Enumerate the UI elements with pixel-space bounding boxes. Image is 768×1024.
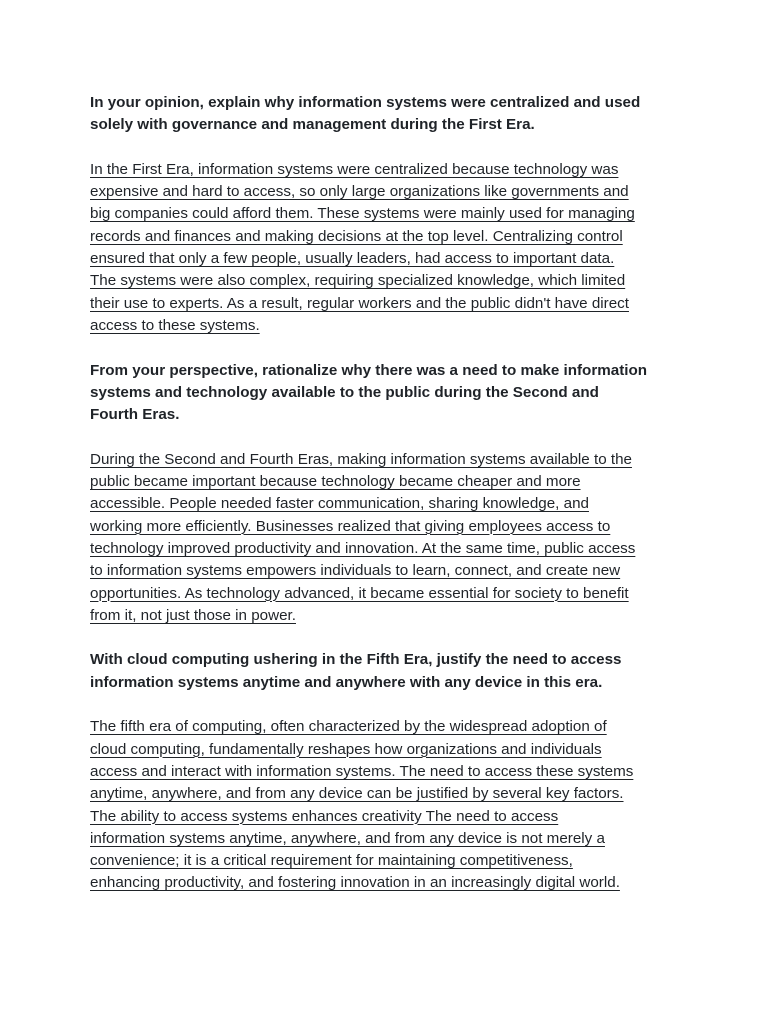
answer-line: cloud computing, fundamentally reshapes how organizations and individuals <box>90 740 602 758</box>
answer-line: working more efficiently. Businesses realized that giving employees access to <box>90 517 611 535</box>
spacer <box>90 337 708 359</box>
answer-2 <box>90 449 682 627</box>
answer-line: The ability to access systems enhances creativity The need to access <box>90 807 559 825</box>
answer-line: anytime, anywhere, and from any device can be justified by several key factors. <box>90 785 624 803</box>
answer-line: In the First Era, information systems were centralized because technology was <box>90 160 619 178</box>
answer-line: The systems were also complex, requiring specialized knowledge, which limited <box>90 272 626 290</box>
answer-line: technology improved productivity and innovation. At the same time, public access <box>90 539 636 557</box>
spacer <box>90 627 708 649</box>
answer-line: accessible. People needed faster communication, sharing knowledge, and <box>90 495 589 513</box>
answer-line: access to these systems. <box>90 316 260 334</box>
spacer <box>90 137 708 159</box>
answer-line: opportunities. As technology advanced, it became essential for society to benefit <box>90 584 629 602</box>
answer-line: public became important because technology became cheaper and more <box>90 473 581 491</box>
answer-1 <box>90 159 682 337</box>
spacer <box>90 694 708 716</box>
answer-line: their use to experts. As a result, regular workers and the public didn't have direct <box>90 294 629 312</box>
answer-3 <box>90 716 682 894</box>
answer-line: enhancing productivity, and fostering innovation in an increasingly digital world. <box>90 874 620 892</box>
spacer <box>90 426 708 448</box>
answer-line: During the Second and Fourth Eras, making information systems available to the <box>90 450 632 468</box>
answer-line: ensured that only a few people, usually leaders, had access to important data. <box>90 250 615 268</box>
answer-line: expensive and hard to access, so only large organizations like governments and <box>90 183 629 201</box>
answer-line: big companies could afford them. These systems were mainly used for managing <box>90 205 635 223</box>
answer-line: from it, not just those in power. <box>90 606 296 624</box>
question-3: With cloud computing ushering in the Fifth Era, justify the need to access information systems anytime and anywhere with any device in this era. <box>90 651 622 691</box>
question-2: From your perspective, rationalize why there was a need to make information systems and technology available to the public during the Second and Fourth Eras. <box>90 361 648 424</box>
answer-line: The fifth era of computing, often characterized by the widespread adoption of <box>90 718 607 736</box>
answer-line: to information systems empowers individuals to learn, connect, and create new <box>90 562 621 580</box>
answer-line: access and interact with information systems. The need to access these systems <box>90 762 634 780</box>
answer-line: records and finances and making decisions at the top level. Centralizing control <box>90 227 623 245</box>
answer-line: information systems anytime, anywhere, and from any device is not merely a <box>90 829 605 847</box>
answer-line: convenience; it is a critical requirement for maintaining competitiveness, <box>90 852 573 870</box>
question-1: In your opinion, explain why information systems were centralized and used solely with governance and management during the First Era. <box>90 94 641 134</box>
